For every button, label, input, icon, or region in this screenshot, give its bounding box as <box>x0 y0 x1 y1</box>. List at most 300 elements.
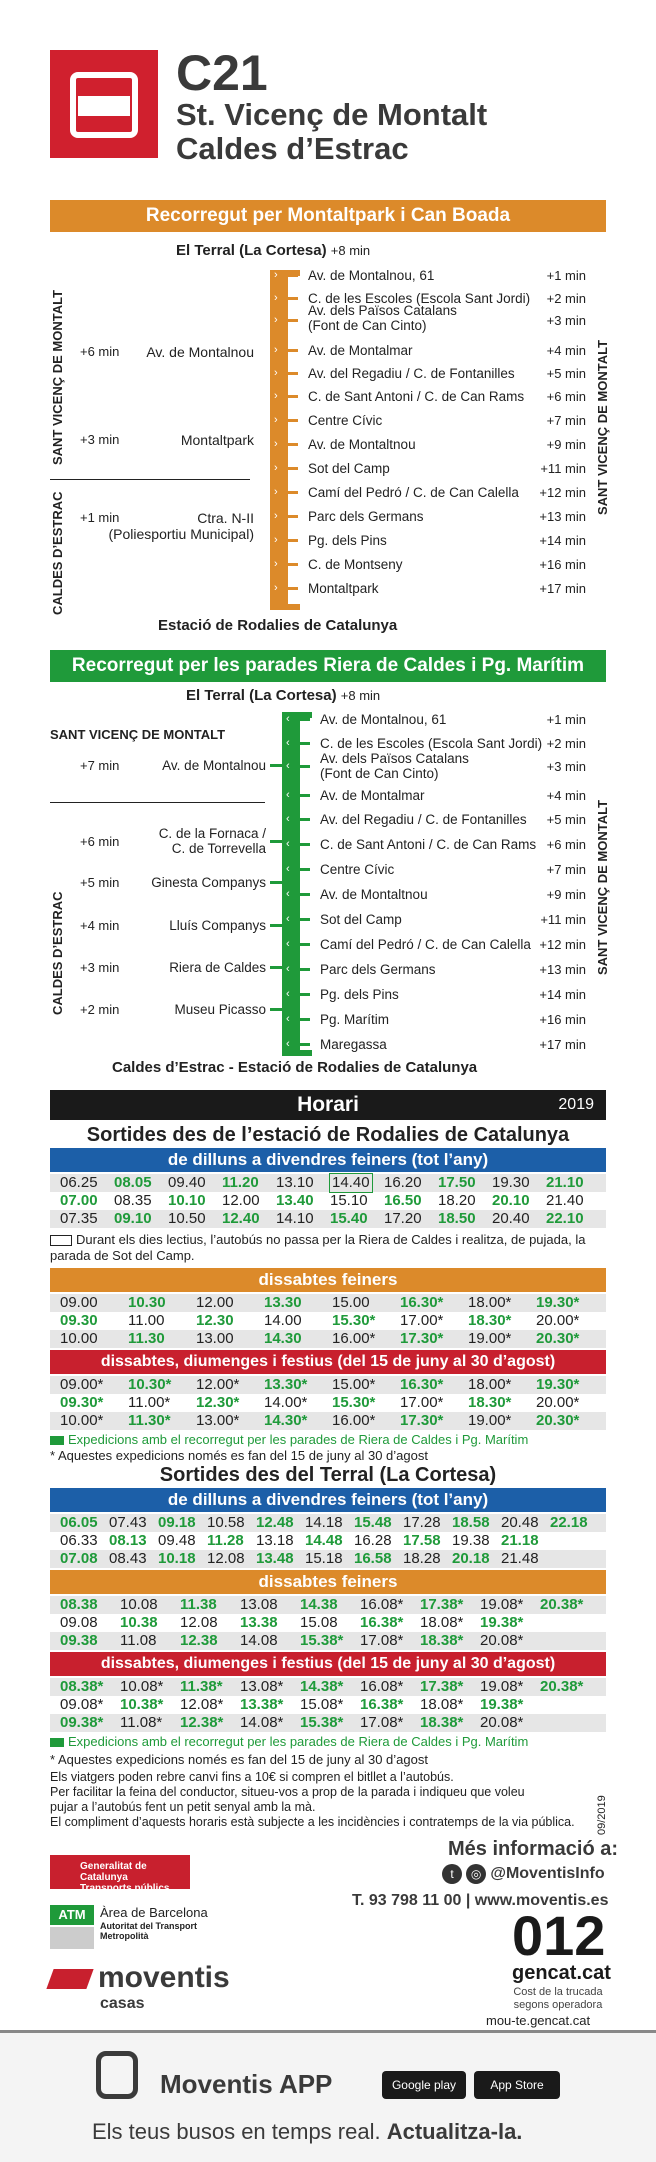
departure-time: 12.38* <box>180 1714 224 1731</box>
departure-time: 19.00* <box>468 1412 512 1429</box>
moventis-mark <box>46 1969 93 1989</box>
departure-time: 07.43 <box>109 1514 147 1531</box>
route2-stop-tick <box>300 1043 310 1046</box>
bus-icon <box>70 72 138 138</box>
chevron-icon: ‹ <box>286 1038 290 1050</box>
departure-time: 08.38* <box>60 1678 104 1695</box>
departure-time: 21.40 <box>546 1192 584 1209</box>
departure-time: 20.48 <box>501 1514 539 1531</box>
route2-right-stop-name: Av. del Regadiu / C. de Fontanilles <box>320 812 527 827</box>
route2-right-stop-time: +9 min <box>546 887 586 902</box>
departure-time: 14.00 <box>264 1312 302 1329</box>
departure-time: 17.50 <box>438 1174 476 1191</box>
route2-left-stop-name: Museu Picasso <box>174 1002 266 1017</box>
route1-right-stop-time: +3 min <box>546 313 586 328</box>
chevron-icon: ‹ <box>286 813 290 825</box>
route2-title: Recorregut per les parades Riera de Caldes i Pg. Marítim <box>50 650 606 682</box>
route1-right-stop-time: +4 min <box>546 343 586 358</box>
departure-time: 16.38* <box>360 1614 404 1631</box>
route2-side-right: SANT VICENÇ DE MONTALT <box>595 799 610 975</box>
route1-right-stop-time: +9 min <box>546 437 586 452</box>
departure-time: 16.08* <box>360 1596 404 1613</box>
route2-start-time: +8 min <box>340 688 381 703</box>
s1-note-text: Durant els dies lectius, l’autobús no passa per la Riera de Caldes i realitza, de pujada, la parada de Sot del Camp. <box>50 1232 586 1263</box>
route2-line-bottom-arm <box>300 1050 312 1056</box>
timetable-row <box>60 1514 600 1532</box>
departure-time: 18.08* <box>420 1696 464 1713</box>
route2-right-stop-name: Pg. dels Pins <box>320 987 399 1002</box>
s1-weekdays-label: de dilluns a divendres feiners (tot l’any) <box>50 1148 606 1172</box>
chevron-icon: › <box>274 314 278 326</box>
departure-time: 18.20 <box>438 1192 476 1209</box>
departure-time: 14.08 <box>240 1632 278 1649</box>
route1-left-stop-time: +3 min <box>80 432 120 447</box>
departure-time: 07.35 <box>60 1210 98 1227</box>
departure-time: 12.00 <box>222 1192 260 1209</box>
route2-left-stop-time: +2 min <box>80 1002 120 1017</box>
app-store-button[interactable]: App Store <box>474 2071 560 2099</box>
departure-time: 11.38* <box>180 1678 223 1695</box>
route1-right-stop-time: +6 min <box>546 389 586 404</box>
timetable-row <box>60 1412 600 1430</box>
route1-right-stop-name: Parc dels Germans <box>308 509 424 524</box>
timetable-row <box>60 1632 600 1650</box>
route1-right-stop-time: +11 min <box>540 461 586 476</box>
route2-stop-tick <box>300 868 310 871</box>
chevron-icon: ‹ <box>286 913 290 925</box>
departure-time: 08.35 <box>114 1192 152 1209</box>
timetable-row <box>60 1532 600 1550</box>
departure-time: 15.40 <box>330 1210 368 1227</box>
departure-time: 15.08* <box>300 1696 344 1713</box>
departure-time: 09.30 <box>60 1312 98 1329</box>
departure-time: 17.38* <box>420 1596 464 1613</box>
route2-right-stop-time: +16 min <box>539 1012 586 1027</box>
departure-time: 20.10 <box>492 1192 530 1209</box>
route2-stop-tick <box>300 718 310 721</box>
app-tagline-b: Actualitza-la. <box>386 2119 523 2144</box>
timetable-row <box>60 1330 600 1348</box>
route1-stop-tick <box>288 587 298 590</box>
departure-time: 09.10 <box>114 1210 152 1227</box>
route1-end: Estació de Rodalies de Catalunya <box>158 617 398 634</box>
route2-stop-tick <box>300 918 310 921</box>
social-handle[interactable]: @MoventisInfo <box>490 1865 605 1883</box>
timetable-row <box>60 1714 600 1732</box>
chevron-icon: ‹ <box>286 963 290 975</box>
route2-right-stop-time: +14 min <box>539 987 586 1002</box>
s2-holidays-label: dissabtes, diumenges i festius (del 15 de juny al 30 d’agost) <box>50 1652 606 1676</box>
route1-right-stop-time: +12 min <box>539 485 586 500</box>
departure-time: 19.30* <box>536 1294 580 1311</box>
route1-right-stop-time: +14 min <box>539 533 586 548</box>
atm-line1: Àrea de Barcelona <box>100 1905 208 1920</box>
timetable-row <box>60 1394 600 1412</box>
departure-time: 12.48 <box>256 1514 294 1531</box>
route2-stop-tick <box>300 794 310 797</box>
cost-line2: segons operadora <box>513 1999 603 2011</box>
footer-note: Els viatgers poden rebre canvi fins a 10€ si compren el bitllet a l’autobús. <box>50 1770 454 1784</box>
departure-time: 16.38* <box>360 1696 404 1713</box>
departure-time: 11.38 <box>180 1596 217 1613</box>
route1-municipality-divider <box>50 479 250 480</box>
departure-time: 07.00 <box>60 1192 98 1209</box>
departure-time: 15.00 <box>332 1294 370 1311</box>
departure-time: 11.30 <box>128 1330 165 1347</box>
chevron-icon: › <box>274 344 278 356</box>
route1-left-stop-name: Montaltpark <box>180 432 254 448</box>
departure-time: 09.08* <box>60 1696 104 1713</box>
departure-time: 13.18 <box>256 1532 294 1549</box>
route2-side-left-top: SANT VICENÇ DE MONTALT <box>50 727 226 742</box>
departure-time: 19.38* <box>480 1696 524 1713</box>
chevron-icon: › <box>274 558 278 570</box>
departure-time: 16.30* <box>400 1294 444 1311</box>
departure-time: 17.08* <box>360 1714 404 1731</box>
moventis-name: moventis <box>98 1961 230 1994</box>
gencat-logo <box>50 1855 190 1894</box>
departure-time: 11.28 <box>207 1532 244 1549</box>
route2-right-stop-name: Maregassa <box>320 1037 387 1052</box>
chevron-icon: › <box>274 292 278 304</box>
s1-note <box>50 1232 606 1264</box>
instagram-icon[interactable]: ◎ <box>466 1864 486 1884</box>
route1-stop-tick <box>288 539 298 542</box>
route1-side-left-bottom: CALDES D’ESTRAC <box>50 491 65 615</box>
phone-web[interactable]: T. 93 798 11 00 | www.moventis.es <box>352 1892 609 1909</box>
departure-time: 13.30* <box>264 1376 308 1393</box>
route2-right-stop-name: C. de les Escoles (Escola Sant Jordi) <box>320 736 543 751</box>
departure-time: 10.38 <box>120 1614 158 1631</box>
timetable-row <box>60 1192 600 1210</box>
number-012: 012 <box>512 1904 606 1967</box>
timetable-row <box>60 1696 600 1714</box>
route1-right-stop-time: +2 min <box>546 291 586 306</box>
chevron-icon: › <box>274 486 278 498</box>
departure-time: 14.18 <box>305 1514 343 1531</box>
route2-stop-tick <box>270 924 282 927</box>
route2-left-stop-name: C. de la Fornaca / C. de Torrevella <box>158 826 266 856</box>
departure-time: 16.30* <box>400 1376 444 1393</box>
chevron-icon: ‹ <box>286 838 290 850</box>
legend-star-2: * Aquestes expedicions només es fan del 15 de juny al 30 d’agost <box>50 1752 428 1767</box>
chevron-icon: › <box>274 390 278 402</box>
route1-start <box>176 243 370 259</box>
route1-stop-tick <box>288 395 298 398</box>
timetable-row <box>60 1376 600 1394</box>
route2-right-stop-time: +3 min <box>546 759 586 774</box>
timetable-row <box>60 1678 600 1696</box>
departure-time: 17.00* <box>400 1312 444 1329</box>
departure-time: 11.00 <box>128 1312 165 1329</box>
app-tagline-a: Els teus busos en temps real. <box>92 2119 381 2144</box>
mou-te-site[interactable]: mou-te.gencat.cat <box>486 2013 591 2028</box>
route2-line <box>282 712 300 1056</box>
route2-stop-tick <box>300 993 310 996</box>
route1-right-stop-name: C. de Sant Antoni / C. de Can Rams <box>308 389 525 404</box>
departure-time: 08.43 <box>109 1550 147 1567</box>
departure-time: 14.10 <box>276 1210 314 1227</box>
route1-stop-tick <box>288 443 298 446</box>
departure-time: 18.50 <box>438 1210 476 1227</box>
route2-right-stop-time: +5 min <box>546 812 586 827</box>
departure-time: 18.38* <box>420 1714 464 1731</box>
departure-time: 10.00* <box>60 1412 104 1429</box>
route2-left-stop-time: +6 min <box>80 834 120 849</box>
route1-right-stop-name: Av. de Montalmar <box>308 343 413 358</box>
departure-time: 18.00* <box>468 1294 512 1311</box>
route2-stop-tick <box>300 1018 310 1021</box>
route2-right-stop-name: Centre Cívic <box>320 862 395 877</box>
departure-time: 17.38* <box>420 1678 464 1695</box>
route2-start <box>186 688 380 704</box>
departure-time: 20.40 <box>492 1210 530 1227</box>
departure-time: 10.30 <box>128 1294 166 1311</box>
departure-time: 16.00* <box>332 1330 376 1347</box>
departure-time: 11.00* <box>128 1394 171 1411</box>
route2-stop-tick <box>270 881 282 884</box>
departure-time: 18.00* <box>468 1376 512 1393</box>
route1-right-stop-name: C. de Montseny <box>308 557 403 572</box>
departure-time: 13.00* <box>196 1412 240 1429</box>
gencat-line2: Transports públics <box>80 1883 170 1894</box>
route1-right-stop-name: Av. de Montaltnou <box>308 437 416 452</box>
gencat-site: gencat.cat <box>512 1962 611 1984</box>
route1-right-stop-name: Av. de Montalnou, 61 <box>308 268 435 283</box>
departure-time: 15.08 <box>300 1614 338 1631</box>
departure-time: 20.08* <box>480 1632 524 1649</box>
chevron-icon: ‹ <box>286 888 290 900</box>
section2-title: Sortides des del Terral (La Cortesa) <box>159 1464 497 1486</box>
route2-stop-tick <box>300 818 310 821</box>
chevron-icon: ‹ <box>286 863 290 875</box>
departure-time: 20.38* <box>540 1678 584 1695</box>
timetable-row <box>60 1550 600 1568</box>
route1-left-stop-name: Ctra. N-II (Poliesportiu Municipal) <box>108 510 254 542</box>
departure-time: 17.00* <box>400 1394 444 1411</box>
chevron-icon: ‹ <box>286 988 290 1000</box>
departure-time: 11.08 <box>120 1632 157 1649</box>
departure-time: 10.38* <box>120 1696 164 1713</box>
departure-time: 10.18 <box>158 1550 196 1567</box>
route1-stop-tick <box>288 319 298 322</box>
route2-left-stop-time: +4 min <box>80 918 120 933</box>
departure-time: 14.00* <box>264 1394 308 1411</box>
timetable-row <box>60 1210 600 1228</box>
route2-stop-tick <box>300 943 310 946</box>
chevron-icon: ‹ <box>286 1013 290 1025</box>
departure-time: 12.30 <box>196 1312 234 1329</box>
route1-right-stop-time: +7 min <box>546 413 586 428</box>
departure-time: 15.30* <box>332 1312 376 1329</box>
route1-side-right: SANT VICENÇ DE MONTALT <box>595 339 610 515</box>
departure-time: 17.30* <box>400 1412 444 1429</box>
departure-time: 14.38 <box>300 1596 338 1613</box>
departure-time: 15.00* <box>332 1376 376 1393</box>
route2-right-stop-name: Parc dels Germans <box>320 962 436 977</box>
route2-municipality-divider <box>50 802 265 803</box>
cost-line1: Cost de la trucada <box>513 1986 603 1998</box>
chevron-icon: ‹ <box>286 760 290 772</box>
departure-time: 09.00* <box>60 1376 104 1393</box>
s2-weekdays-label: de dilluns a divendres feiners (tot l’any) <box>50 1488 606 1512</box>
timetable-row <box>60 1614 600 1632</box>
route1-left-stop-name: Av. de Montalnou <box>146 344 254 360</box>
departure-time: 18.30* <box>468 1394 512 1411</box>
google-play-button[interactable]: Google play <box>382 2071 466 2099</box>
departure-time: 14.48 <box>305 1532 343 1549</box>
departure-time: 10.00 <box>60 1330 98 1347</box>
route1-right-stop-name: Av. dels Països Catalans (Font de Can Cinto) <box>308 303 457 333</box>
timetable-row <box>60 1596 600 1614</box>
legend-star: * Aquestes expedicions només es fan del 15 de juny al 30 d’agost <box>50 1448 428 1463</box>
chevron-icon: › <box>274 438 278 450</box>
departure-time: 22.10 <box>546 1210 584 1227</box>
route1-right-stop-time: +16 min <box>539 557 586 572</box>
departure-time: 13.38 <box>240 1614 278 1631</box>
departure-time: 20.38* <box>540 1596 584 1613</box>
line-destination: Caldes d’Estrac <box>176 131 409 166</box>
chevron-icon: › <box>274 269 278 281</box>
legend-green <box>50 1432 528 1448</box>
chevron-icon: › <box>274 534 278 546</box>
departure-time: 06.25 <box>60 1174 98 1191</box>
departure-time: 16.08* <box>360 1678 404 1695</box>
route1-line <box>270 270 288 610</box>
route2-start-name: El Terral (La Cortesa) <box>186 687 337 704</box>
route2-stop-tick <box>300 742 310 745</box>
departure-time: 18.30* <box>468 1312 512 1329</box>
departure-time: 15.38* <box>300 1714 344 1731</box>
departure-time: 09.38 <box>60 1632 98 1649</box>
departure-time: 10.08 <box>120 1596 158 1613</box>
route2-right-stop-name: Pg. Marítim <box>320 1012 390 1027</box>
route2-right-stop-time: +12 min <box>539 937 586 952</box>
departure-time: 13.30 <box>264 1294 302 1311</box>
route1-right-stop-name: Centre Cívic <box>308 413 383 428</box>
departure-time: 15.30* <box>332 1394 376 1411</box>
route1-stop-tick <box>288 372 298 375</box>
route2-left-stop-name: Av. de Montalnou <box>162 758 266 773</box>
departure-time: 14.38* <box>300 1678 344 1695</box>
timetable-row <box>60 1174 600 1192</box>
route2-stop-tick <box>270 840 282 843</box>
departure-time: 16.20 <box>384 1174 422 1191</box>
line-origin: St. Vicenç de Montalt <box>176 97 488 132</box>
departure-time: 19.38 <box>452 1532 490 1549</box>
departure-time: 18.28 <box>403 1550 441 1567</box>
departure-time: 20.08* <box>480 1714 524 1731</box>
section1-title: Sortides des de l’estació de Rodalies de Catalunya <box>86 1124 570 1146</box>
footer-notes <box>50 1770 590 1830</box>
timetable-row <box>60 1294 600 1312</box>
route2-right-stop-time: +1 min <box>546 712 586 727</box>
app-tagline <box>92 2119 522 2145</box>
app-bus-icon <box>96 2051 138 2099</box>
route2-left-stop-time: +3 min <box>80 960 120 975</box>
route1-right-stop-time: +1 min <box>546 268 586 283</box>
route1-right-stop-name: Montaltpark <box>308 581 379 596</box>
departure-time: 20.18 <box>452 1550 490 1567</box>
gencat-line1: Generalitat de Catalunya <box>80 1861 147 1883</box>
departure-time: 14.08* <box>240 1714 284 1731</box>
route1-start-name: El Terral (La Cortesa) <box>176 242 327 259</box>
route1-left-stop-time: +6 min <box>80 344 120 359</box>
route2-right-stop-name: Sot del Camp <box>320 912 402 927</box>
departure-time: 10.10 <box>168 1192 206 1209</box>
departure-time: 15.10 <box>330 1192 368 1209</box>
departure-time: 10.58 <box>207 1514 245 1531</box>
departure-time: 09.08 <box>60 1614 98 1631</box>
route2-right-stop-time: +6 min <box>546 837 586 852</box>
departure-time: 16.00* <box>332 1412 376 1429</box>
departure-time: 11.30* <box>128 1412 171 1429</box>
departure-time: 15.18 <box>305 1550 343 1567</box>
departure-time: 18.08* <box>420 1614 464 1631</box>
departure-time: 21.10 <box>546 1174 584 1191</box>
route2-stop-tick <box>300 968 310 971</box>
departure-time: 10.08* <box>120 1678 164 1695</box>
note-box-icon <box>50 1235 72 1246</box>
s1-saturdays-label: dissabtes feiners <box>50 1268 606 1292</box>
route1-stop-tick <box>288 515 298 518</box>
departure-time: 06.33 <box>60 1532 98 1549</box>
route2-stop-tick <box>300 843 310 846</box>
chevron-icon: › <box>274 462 278 474</box>
legend-green-text: Expedicions amb el recorregut per les parades de Riera de Caldes i Pg. Marítim <box>68 1432 529 1447</box>
horari-label: Horari <box>297 1093 359 1116</box>
route2-left-stop-name: Riera de Caldes <box>169 960 266 975</box>
departure-time: 07.08 <box>60 1550 98 1567</box>
departure-time: 13.10 <box>276 1174 314 1191</box>
twitter-icon[interactable]: t <box>442 1864 462 1884</box>
route2-side-left-bottom: CALDES D’ESTRAC <box>50 891 65 1015</box>
route1-stop-tick <box>288 419 298 422</box>
route1-right-stop-name: C. de les Escoles (Escola Sant Jordi) <box>308 291 531 306</box>
route2-right-stop-time: +11 min <box>540 912 586 927</box>
route2-right-stop-time: +13 min <box>539 962 586 977</box>
social-row <box>442 1864 605 1884</box>
departure-time: 19.08* <box>480 1678 524 1695</box>
departure-time: 11.08* <box>120 1714 163 1731</box>
chevron-icon: › <box>274 582 278 594</box>
route2-stop-tick <box>300 765 310 768</box>
legend-green-text: Expedicions amb el recorregut per les parades de Riera de Caldes i Pg. Marítim <box>68 1734 529 1749</box>
bus-logo <box>50 50 158 158</box>
departure-time: 20.30* <box>536 1412 580 1429</box>
horari-bar <box>50 1090 606 1120</box>
route2-right-stop-time: +4 min <box>546 788 586 803</box>
atm-line2: Autoritat del Transport <box>100 1921 198 1931</box>
route1-right-stop-name: Sot del Camp <box>308 461 390 476</box>
route2-stop-tick <box>270 1008 282 1011</box>
departure-time: 16.58 <box>354 1550 392 1567</box>
footer-note: El compliment d’aquests horaris està subjecte a les incidències i contratemps de la via pública. <box>50 1815 575 1829</box>
legend-green-2 <box>50 1734 528 1750</box>
route2-right-stop-time: +7 min <box>546 862 586 877</box>
departure-time: 13.48 <box>256 1550 294 1567</box>
route2-stop-tick <box>300 893 310 896</box>
route1-right-stop-time: +17 min <box>539 581 586 596</box>
departure-time: 10.30* <box>128 1376 172 1393</box>
chevron-icon: › <box>274 510 278 522</box>
departure-time: 13.40 <box>276 1192 314 1209</box>
departure-time: 08.13 <box>109 1532 147 1549</box>
departure-time: 19.38* <box>480 1614 524 1631</box>
footer-note: Per facilitar la feina del conductor, situeu-vos a prop de la parada i indiqueu que voleu <box>50 1785 525 1799</box>
departure-time: 12.08 <box>207 1550 245 1567</box>
moventis-sub: casas <box>100 1995 145 2012</box>
